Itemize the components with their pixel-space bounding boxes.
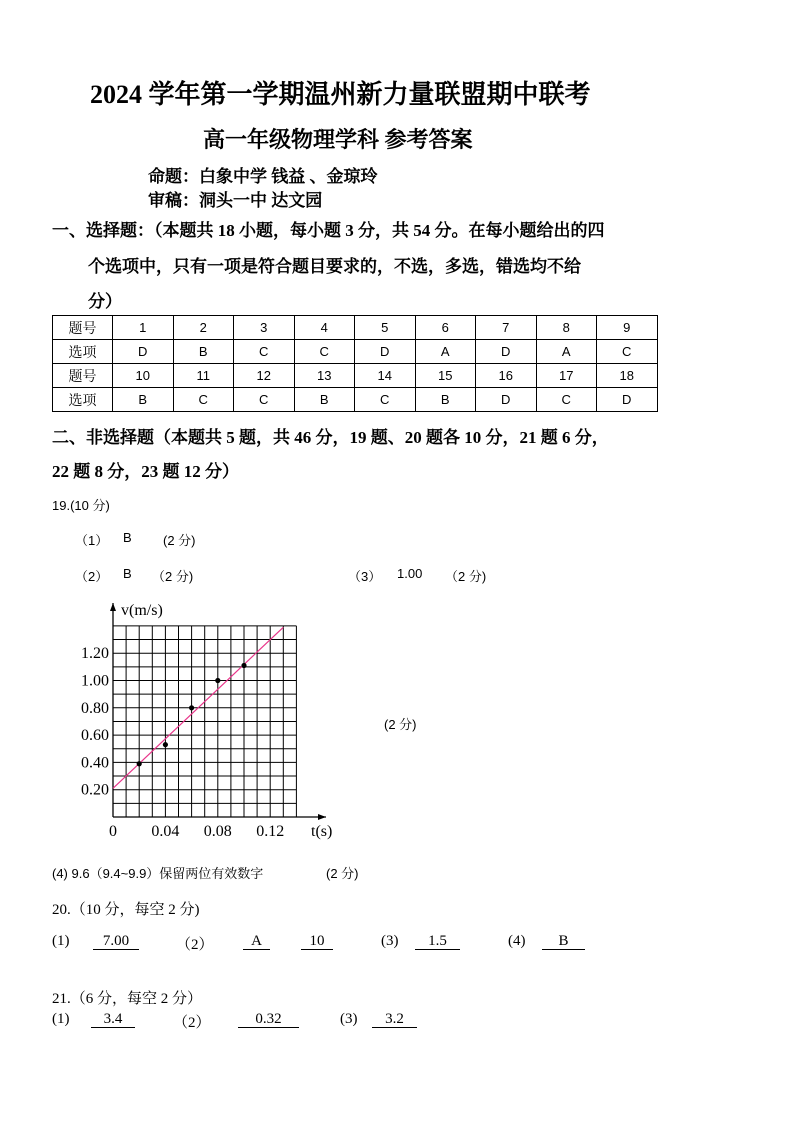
q20-answer-blank: 7.00 (93, 933, 139, 950)
q20-answer-blank: 10 (301, 933, 333, 950)
table-cell: C (355, 388, 416, 412)
x-tick-label: 0.12 (256, 823, 285, 840)
y-tick-label: 0.60 (81, 727, 109, 745)
row-header-cell: 选项 (53, 340, 113, 364)
table-cell: 15 (415, 364, 476, 388)
q19-part3-label: （3） (348, 569, 382, 584)
row-header-cell: 题号 (53, 364, 113, 388)
section1-text: 分） (88, 292, 122, 311)
q19-title: 19.(10 分) (52, 498, 110, 513)
x-axis-arrow-icon (318, 814, 326, 820)
q21-label: (1) (52, 1011, 70, 1027)
table-cell: C (234, 340, 295, 364)
q20-label: (1) (52, 933, 70, 949)
table-cell: D (355, 340, 416, 364)
data-point (137, 761, 142, 766)
y-axis-arrow-icon (110, 603, 116, 611)
q20-answer-blank: A (243, 933, 270, 950)
y-axis-label: v(m/s) (121, 602, 163, 619)
table-cell: 3 (234, 316, 295, 340)
q19-part2-answer: B (123, 566, 132, 581)
document-subtitle: 高一年级物理学科 参考答案 (203, 127, 473, 152)
table-cell: 13 (294, 364, 355, 388)
q19-part1-score: (2 分) (163, 533, 196, 548)
table-cell: D (113, 340, 174, 364)
table-cell: 2 (173, 316, 234, 340)
table-cell: 6 (415, 316, 476, 340)
data-point (189, 705, 194, 710)
table-cell: 1 (113, 316, 174, 340)
row-header-cell: 题号 (53, 316, 113, 340)
table-cell: D (597, 388, 658, 412)
table-cell: 8 (536, 316, 597, 340)
table-cell: B (113, 388, 174, 412)
section1-heading: 一、选择题：（本题共 18 小题，每小题 3 分，共 54 分。在每小题给出的四 (52, 221, 605, 240)
q20-answer-blank: 1.5 (415, 933, 460, 950)
q19-part1-label: （1） (75, 533, 109, 548)
q21-label: (3) (340, 1011, 358, 1027)
x-tick-label: 0.08 (203, 823, 232, 840)
table-cell: 7 (476, 316, 537, 340)
section2-text: 22 题 8 分，23 题 12 分） (52, 462, 239, 481)
q21-answer-blank: 0.32 (238, 1011, 299, 1028)
table-cell: 16 (476, 364, 537, 388)
table-cell: C (597, 340, 658, 364)
y-tick-label: 1.00 (81, 672, 109, 690)
table-cell: B (415, 388, 476, 412)
x-axis-label: t(s) (311, 823, 333, 840)
table-cell: B (173, 340, 234, 364)
q20-label: (3) (381, 933, 399, 949)
y-tick-label: 1.20 (81, 645, 109, 663)
table-cell: 11 (173, 364, 234, 388)
y-tick-label: 0.20 (81, 781, 109, 799)
q21-title: 21.（6 分，每空 2 分） (52, 991, 203, 1007)
table-cell: 17 (536, 364, 597, 388)
row-header-cell: 选项 (53, 388, 113, 412)
table-cell: A (415, 340, 476, 364)
table-cell: C (234, 388, 295, 412)
table-cell: 18 (597, 364, 658, 388)
q19-part2-label: （2） (75, 569, 109, 584)
table-cell: C (173, 388, 234, 412)
x-tick-label: 0.04 (151, 823, 180, 840)
table-cell: 4 (294, 316, 355, 340)
q20-label: (4) (508, 933, 526, 949)
table-cell: 12 (234, 364, 295, 388)
q21-answer-blank: 3.2 (372, 1011, 417, 1028)
q19-part1-answer: B (123, 530, 132, 545)
table-cell: 10 (113, 364, 174, 388)
table-cell: 5 (355, 316, 416, 340)
q19-part2-score: （2 分) (152, 569, 194, 584)
document-title: 2024 学年第一学期温州新力量联盟期中联考 (90, 80, 591, 109)
data-point (215, 678, 220, 683)
q20-answer-blank: B (542, 933, 585, 950)
section1-text: 个选项中，只有一项是符合题目要求的，不选，多选，错选均不给 (88, 257, 581, 276)
q20-title: 20.（10 分，每空 2 分) (52, 902, 200, 918)
q19-part3-answer: 1.00 (397, 566, 423, 581)
y-tick-label: 0.80 (81, 699, 109, 717)
reviewer-line: 审稿：洞头一中 达文园 (148, 191, 323, 210)
y-tick-label: 0.40 (81, 754, 109, 772)
table-cell: D (476, 388, 537, 412)
origin-label: 0 (109, 823, 117, 840)
table-cell: B (294, 388, 355, 412)
q19-part4: (4) 9.6（9.4~9.9）保留两位有效数字 (52, 866, 264, 881)
q19-graph-score: (2 分) (384, 717, 417, 732)
table-cell: 14 (355, 364, 416, 388)
section2-heading: 二、非选择题（本题共 5 题，共 46 分，19 题、20 题各 10 分，21 题 6 分， (52, 428, 609, 447)
q19-part3-score: （2 分) (445, 569, 487, 584)
data-point (241, 663, 246, 668)
table-cell: C (294, 340, 355, 364)
q21-answer-blank: 3.4 (91, 1011, 135, 1028)
data-point (163, 742, 168, 747)
table-cell: A (536, 340, 597, 364)
table-cell: C (536, 388, 597, 412)
author-line: 命题：白象中学 钱益 、金琼玲 (148, 167, 378, 186)
q19-part4-score: (2 分) (326, 866, 359, 881)
q21-label: （2） (173, 1015, 211, 1031)
table-cell: D (476, 340, 537, 364)
q20-label: （2） (176, 937, 214, 953)
table-cell: 9 (597, 316, 658, 340)
